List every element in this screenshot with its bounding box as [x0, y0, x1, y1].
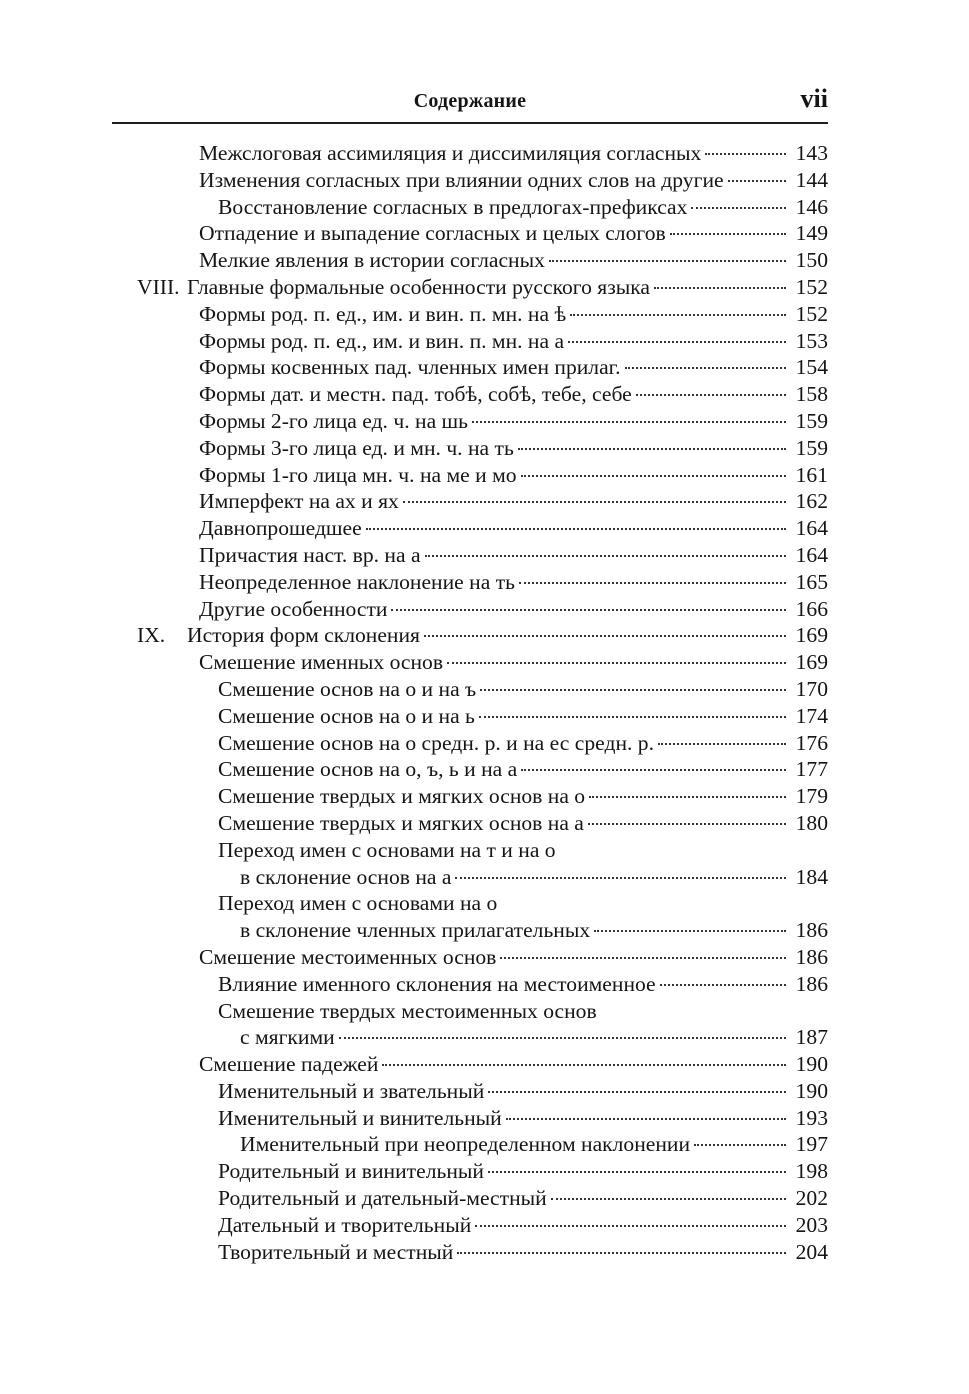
toc-entry[interactable]: [199, 220, 828, 247]
toc-entry[interactable]: [218, 1239, 828, 1266]
dot-leader: [518, 448, 786, 450]
toc-entry[interactable]: [199, 301, 828, 328]
toc-entry[interactable]: [240, 1131, 828, 1158]
dot-leader: [551, 1198, 786, 1200]
toc-entry-title: Творительный и местный: [218, 1239, 454, 1264]
toc-entry[interactable]: [218, 783, 828, 810]
toc-entry-title: Изменения согласных при влиянии одних слов на другие: [199, 167, 724, 192]
toc-entry-title: Именительный при неопределенном наклонении: [240, 1132, 691, 1157]
toc-page-number: 170: [795, 676, 828, 701]
toc-entry[interactable]: [218, 194, 828, 221]
toc-entry[interactable]: [199, 515, 828, 542]
toc-page-number: 164: [795, 516, 828, 541]
toc-page-number: 146: [795, 194, 828, 219]
toc-page-number: 203: [795, 1212, 828, 1237]
toc-entry-title: Отпадение и выпадение согласных и целых слогов: [199, 221, 666, 246]
toc-page-number: 176: [795, 730, 828, 755]
dot-leader: [636, 394, 786, 396]
dot-leader: [447, 662, 786, 664]
toc-entry[interactable]: [218, 810, 828, 837]
toc-entry[interactable]: [218, 1078, 828, 1105]
toc-entry[interactable]: [199, 542, 828, 569]
toc-entry-title: Имперфект на ах и ях: [199, 489, 399, 514]
toc-entry[interactable]: [199, 381, 828, 408]
toc-entry[interactable]: [199, 140, 828, 167]
dot-leader: [480, 689, 786, 691]
toc-entry[interactable]: [218, 998, 828, 1025]
dot-leader: [339, 1037, 786, 1039]
toc-page-number: 169: [795, 623, 828, 648]
toc-entry-title: Восстановление согласных в предлогах-префиксах: [218, 194, 688, 219]
toc-entry-title: Формы род. п. ед., им. и вин. п. мн. на а: [199, 328, 565, 353]
dot-leader: [670, 233, 786, 235]
toc-entry[interactable]: [199, 649, 828, 676]
toc-page-number: 174: [795, 703, 828, 728]
toc-entry-title: Родительный и дательный-местный: [218, 1186, 547, 1211]
toc-page-number: 150: [795, 248, 828, 273]
toc-entry-title: Дательный и творительный: [218, 1212, 472, 1237]
dot-leader: [658, 743, 786, 745]
dot-leader: [568, 341, 786, 343]
toc-entry[interactable]: [218, 890, 828, 917]
toc-entry-title: Смешение именных основ: [199, 650, 444, 675]
toc-entry[interactable]: [218, 1212, 828, 1239]
toc-entry-title: Смешение местоименных основ: [199, 944, 497, 969]
toc-entry[interactable]: [199, 167, 828, 194]
toc-page-number: 190: [795, 1052, 828, 1077]
dot-leader: [549, 260, 786, 262]
toc-entry-title: в склонение членных прилагательных: [240, 918, 591, 943]
toc-entry[interactable]: [218, 1185, 828, 1212]
toc-entry-title: Формы 2-го лица ед. ч. на шь: [199, 408, 469, 433]
dot-leader: [391, 609, 786, 611]
toc-entry[interactable]: [199, 354, 828, 381]
toc-entry[interactable]: [240, 864, 828, 891]
toc-page-number: 149: [795, 221, 828, 246]
toc-entry[interactable]: [199, 462, 828, 489]
toc-page-number: 154: [795, 355, 828, 380]
toc-page-number: 187: [795, 1025, 828, 1050]
toc-entry[interactable]: [137, 622, 828, 649]
toc-entry-title: Переход имен с основами на т и на о: [218, 837, 556, 862]
toc-page-number: 143: [795, 141, 828, 165]
dot-leader: [705, 153, 786, 155]
toc-entry-title: в склонение основ на а: [240, 864, 452, 889]
toc-page-number: 177: [795, 757, 828, 782]
toc-entry-title: Формы 1-го лица мн. ч. на ме и мо: [199, 462, 517, 487]
dot-leader: [457, 1252, 786, 1254]
dot-leader: [479, 716, 786, 718]
dot-leader: [691, 207, 786, 209]
toc-page-number: 166: [795, 596, 828, 621]
toc-entry-title: Именительный и звательный: [218, 1078, 485, 1103]
dot-leader: [589, 796, 786, 798]
dot-leader: [694, 1144, 786, 1146]
toc-entry[interactable]: [240, 1024, 828, 1051]
dot-leader: [588, 823, 786, 825]
toc-page-number: 161: [795, 462, 828, 487]
dot-leader: [500, 957, 786, 959]
toc-entry-title: Смешение твердых и мягких основ на а: [218, 810, 584, 835]
toc-entry-title: Влияние именного склонения на местоименное: [218, 971, 656, 996]
toc-page-number: 162: [795, 489, 828, 514]
toc-page-number: 186: [795, 944, 828, 969]
toc-entry[interactable]: [199, 596, 828, 623]
toc-page-number: 158: [795, 382, 828, 407]
dot-leader: [424, 635, 786, 637]
toc-entry[interactable]: [199, 569, 828, 596]
toc-entry-title: Неопределенное наклонение на ть: [199, 569, 515, 594]
page-title: Содержание: [413, 90, 527, 112]
toc-entry-title: Формы дат. и местн. пад. тобѣ, собѣ, тебе, себе: [199, 382, 632, 407]
toc-entry[interactable]: [199, 488, 828, 515]
toc-page-number: 180: [795, 810, 828, 835]
toc-page-number: 186: [795, 918, 828, 943]
toc-page-number: 204: [795, 1239, 828, 1264]
toc-page-number: 193: [795, 1105, 828, 1130]
toc-entry[interactable]: [218, 1105, 828, 1132]
dot-leader: [506, 1118, 786, 1120]
dot-leader: [660, 984, 786, 986]
toc-entry[interactable]: [218, 730, 828, 757]
toc-page-number: 159: [795, 435, 828, 460]
dot-leader: [594, 930, 786, 932]
toc-page-number: 186: [795, 971, 828, 996]
toc-entry-title: Смешение основ на о и на ь: [218, 703, 475, 728]
dot-leader: [403, 501, 786, 503]
dot-leader: [570, 314, 786, 316]
toc-page-number: 184: [795, 864, 828, 889]
dot-leader: [488, 1171, 786, 1173]
toc-entry-title: Формы 3-го лица ед. и мн. ч. на ть: [199, 435, 514, 460]
toc-page-number: 198: [795, 1159, 828, 1184]
toc-entry[interactable]: [218, 703, 828, 730]
dot-leader: [425, 555, 786, 557]
toc-entry[interactable]: [240, 917, 828, 944]
toc-page-number: 179: [795, 784, 828, 809]
dot-leader: [455, 877, 786, 879]
dot-leader: [475, 1225, 786, 1227]
dot-leader: [488, 1091, 786, 1093]
toc-chapter-number: IX.: [137, 623, 166, 648]
toc-entry-title: Причастия наст. вр. на а: [199, 542, 421, 567]
toc-entry-title: Переход имен с основами на о: [218, 891, 498, 916]
dot-leader: [382, 1064, 786, 1066]
toc-page-number: 152: [795, 301, 828, 326]
toc-entry-title: Формы косвенных пад. членных имен прилаг.: [199, 355, 621, 380]
toc-page-number: 164: [795, 542, 828, 567]
toc-entry[interactable]: [199, 328, 828, 355]
toc-entry-title: Смешение твердых и мягких основ на о: [218, 784, 586, 809]
toc-entry-title: с мягкими: [240, 1025, 335, 1050]
dot-leader: [366, 528, 786, 530]
toc-entry-title: Смешение основ на о средн. р. и на ес средн. р.: [218, 730, 654, 755]
running-head: [112, 86, 828, 124]
toc-page-number: 165: [795, 569, 828, 594]
dot-leader: [521, 769, 786, 771]
header-rule: [112, 122, 828, 124]
toc-page-number: 190: [795, 1078, 828, 1103]
toc-entry-title: Смешение падежей: [199, 1052, 379, 1077]
dot-leader: [521, 475, 786, 477]
toc-entry[interactable]: [218, 971, 828, 998]
toc-page-number: 144: [795, 167, 828, 192]
toc-entry-title: Мелкие явления в истории согласных: [199, 248, 545, 273]
dot-leader: [728, 180, 786, 182]
toc-entry-title: Смешение основ на о и на ъ: [218, 676, 477, 701]
toc-entry-title: Межслоговая ассимиляция и диссимиляция согласных: [199, 141, 702, 165]
page-number: vii: [800, 84, 828, 113]
table-of-contents: [0, 140, 969, 1265]
dot-leader: [654, 287, 786, 289]
toc-page-number: 197: [795, 1132, 828, 1157]
toc-page-number: 159: [795, 408, 828, 433]
toc-entry-title: Давнопрошедшее: [199, 516, 362, 541]
toc-entry-title: Главные формальные особенности русского языка: [187, 274, 651, 299]
toc-entry[interactable]: [199, 1051, 828, 1078]
toc-entry[interactable]: [137, 274, 828, 301]
toc-entry[interactable]: [218, 756, 828, 783]
toc-entry-title: Другие особенности: [199, 596, 388, 621]
toc-entry[interactable]: [218, 837, 828, 864]
toc-entry-title: Именительный и винительный: [218, 1105, 502, 1130]
dot-leader: [625, 367, 787, 369]
toc-entry[interactable]: [218, 1158, 828, 1185]
toc-chapter-number: VIII.: [137, 274, 180, 299]
toc-entry-title: Родительный и винительный: [218, 1159, 484, 1184]
toc-entry[interactable]: [199, 944, 828, 971]
toc-entry-title: История форм склонения: [187, 623, 420, 648]
toc-page-number: 202: [795, 1186, 828, 1211]
toc-entry[interactable]: [199, 247, 828, 274]
toc-entry-title: Смешение твердых местоименных основ: [218, 998, 597, 1023]
toc-entry-title: Формы род. п. ед., им. и вин. п. мн. на ѣ: [199, 301, 567, 326]
toc-entry[interactable]: [218, 676, 828, 703]
dot-leader: [472, 421, 786, 423]
toc-entry-title: Смешение основ на о, ъ, ь и на а: [218, 757, 518, 782]
toc-page-number: 152: [795, 274, 828, 299]
toc-page-number: 153: [795, 328, 828, 353]
toc-page-number: 169: [795, 650, 828, 675]
toc-entry[interactable]: [199, 435, 828, 462]
toc-entry[interactable]: [199, 408, 828, 435]
dot-leader: [519, 582, 786, 584]
